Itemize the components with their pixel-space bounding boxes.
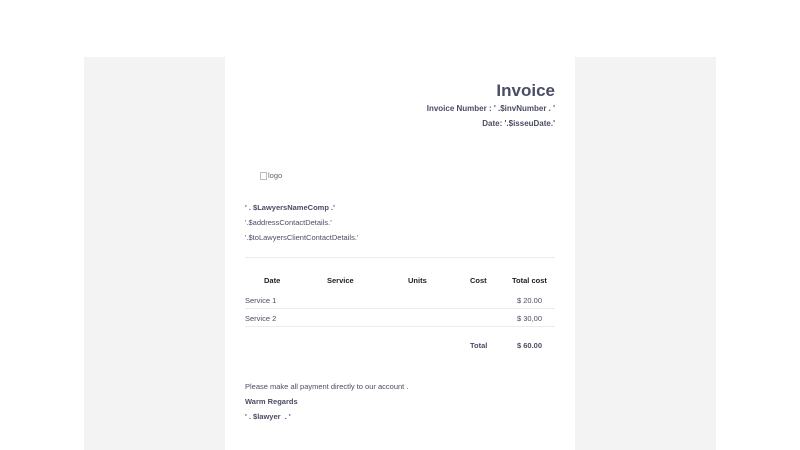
firm-address: '.$addressContactDetails.' (245, 218, 332, 227)
column-header-units: Units (408, 276, 427, 285)
total-value: $ 60.00 (517, 341, 543, 350)
invoice-number: Invoice Number : ' .$invNumber . ' (426, 104, 555, 113)
total-label: Total (470, 341, 488, 350)
broken-image-icon (260, 172, 267, 180)
column-header-cost: Cost (470, 276, 487, 285)
closing-regards: Warm Regards (245, 397, 298, 406)
column-header-total-cost: Total cost (512, 276, 547, 285)
logo-alt-text: logo (268, 171, 283, 180)
invoice-date: Date: '.$isseuDate.' (482, 119, 555, 128)
payment-note: Please make all payment directly to our account . (245, 382, 409, 391)
page-background (84, 57, 716, 450)
column-header-service: Service (327, 276, 354, 285)
row-divider (245, 308, 555, 309)
row-service-name: Service 1 (245, 296, 277, 305)
invoice-title: Invoice (496, 81, 555, 100)
lawyer-signature: ' . $lawyer . ' (245, 412, 291, 421)
row-divider (245, 326, 555, 327)
row-total: $ 20.00 (517, 296, 543, 305)
row-service-name: Service 2 (245, 314, 277, 323)
company-logo (260, 171, 282, 180)
column-header-date: Date (264, 276, 281, 285)
client-contact: '.$toLawyersClientContactDetails.' (245, 233, 359, 242)
divider (245, 257, 555, 258)
row-total: $ 30,00 (517, 314, 543, 323)
invoice-sheet (225, 57, 575, 450)
firm-name: ' . $LawyersNameComp .' (245, 203, 335, 212)
